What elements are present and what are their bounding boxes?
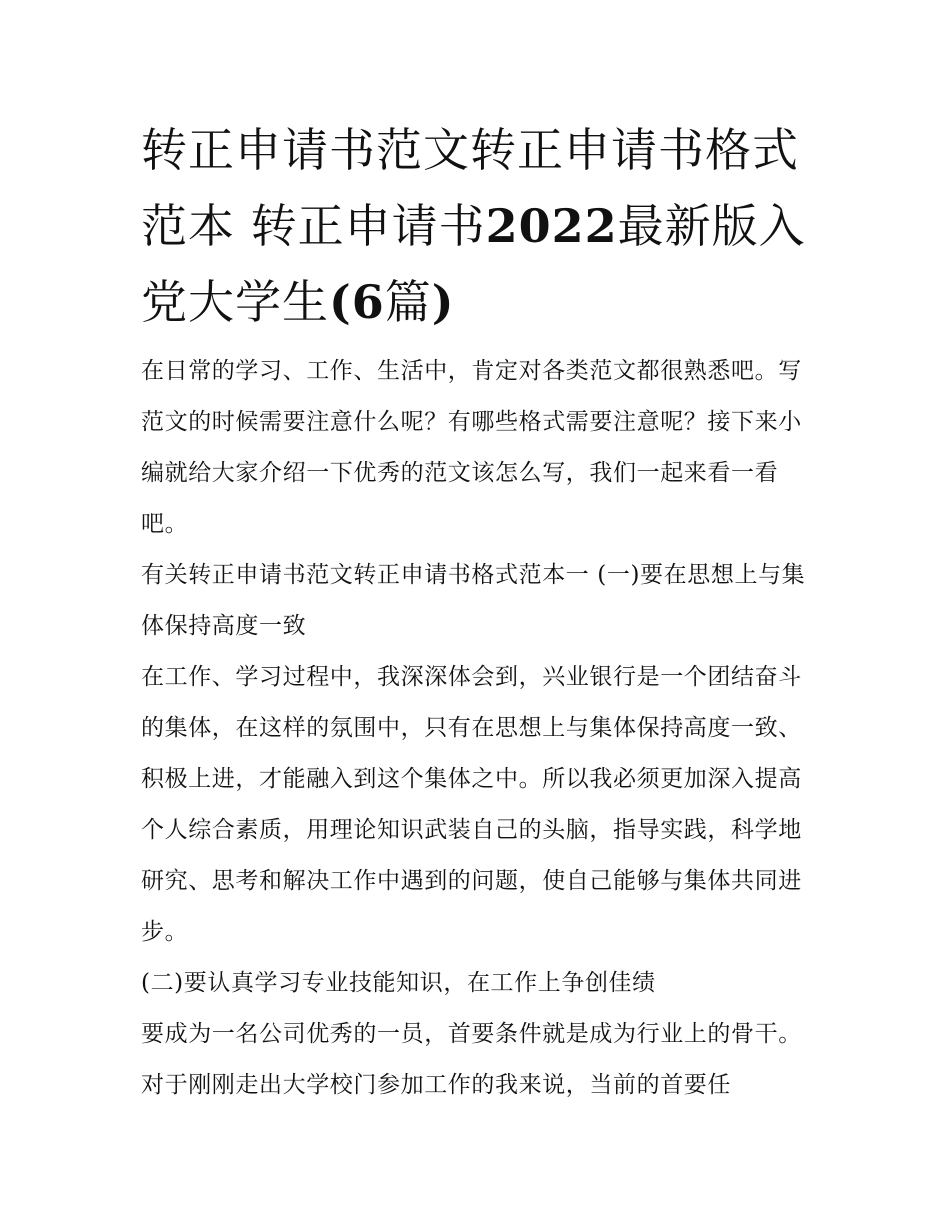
document-title: 转正申请书范文转正申请书格式范本 转正申请书2022最新版入党大学生(6篇) (141, 123, 806, 329)
document-page (141, 112, 813, 1111)
paragraph-intro: 在日常的学习、工作、生活中，肯定对各类范文都很熟悉吧。写范文的时候需要注意什么呢？有哪些格式需要注意呢？接下来小编就给大家介绍一下优秀的范文该怎么写，我们一起来看一看吧。 (141, 358, 802, 537)
paragraph-section-1-heading: 有关转正申请书范文转正申请书格式范本一 (一)要在思想上与集体保持高度一致 (141, 562, 806, 639)
paragraph-section-2-heading: (二)要认真学习专业技能知识，在工作上争创佳绩 (141, 970, 656, 996)
paragraph-section-1-body: 在工作、学习过程中，我深深体会到，兴业银行是一个团结奋斗的集体，在这样的氛围中，只有在思想上与集体保持高度一致、积极上进，才能融入到这个集体之中。所以我必须更加深入提高个人综合素质，用理论知识武装自己的头脑，指导实践，科学地研究、思考和解决工作中遇到的问题，使自己能够与集体共同进步。 (141, 664, 802, 945)
document-body (141, 346, 813, 1111)
paragraph-section-2-body: 要成为一名公司优秀的一员，首要条件就是成为行业上的骨干。对于刚刚走出大学校门参加工作的我来说，当前的首要任 (141, 1021, 802, 1098)
